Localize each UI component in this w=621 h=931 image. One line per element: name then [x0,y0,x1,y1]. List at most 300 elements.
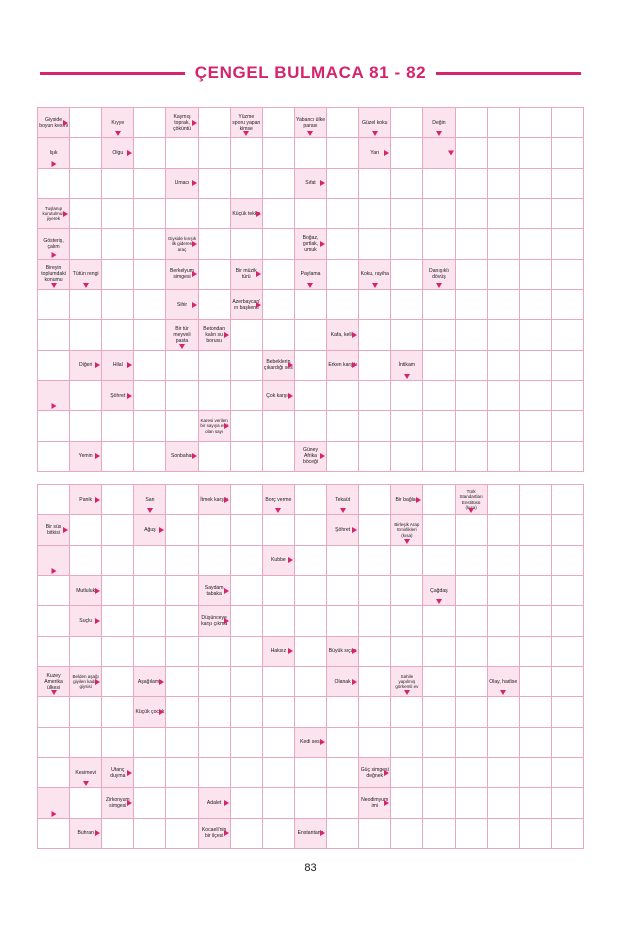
answer-cell[interactable] [295,199,327,229]
answer-cell[interactable] [327,290,359,320]
answer-cell[interactable] [520,819,552,849]
answer-cell[interactable] [231,138,263,168]
clue-cell[interactable] [199,320,231,350]
answer-cell[interactable] [488,290,520,320]
answer-cell[interactable] [134,606,166,636]
answer-cell[interactable] [327,138,359,168]
answer-cell[interactable] [102,697,134,727]
answer-cell[interactable] [520,442,552,472]
answer-cell[interactable] [552,637,584,667]
answer-cell[interactable] [423,290,455,320]
clue-cell[interactable] [295,229,327,259]
answer-cell[interactable] [391,606,423,636]
answer-cell[interactable] [102,606,134,636]
clue-cell[interactable] [295,260,327,290]
answer-cell[interactable] [166,576,198,606]
answer-cell[interactable] [166,788,198,818]
answer-cell[interactable] [263,728,295,758]
answer-cell[interactable] [166,411,198,441]
answer-cell[interactable] [199,515,231,545]
answer-cell[interactable] [423,728,455,758]
answer-cell[interactable] [263,788,295,818]
clue-cell[interactable] [327,515,359,545]
answer-cell[interactable] [552,351,584,381]
answer-cell[interactable] [327,108,359,138]
answer-cell[interactable] [423,169,455,199]
answer-cell[interactable] [295,515,327,545]
answer-cell[interactable] [423,697,455,727]
answer-cell[interactable] [134,381,166,411]
clue-cell[interactable] [199,411,231,441]
clue-cell[interactable] [199,576,231,606]
clue-cell[interactable] [102,138,134,168]
answer-cell[interactable] [552,260,584,290]
answer-cell[interactable] [552,606,584,636]
answer-cell[interactable] [102,667,134,697]
answer-cell[interactable] [263,606,295,636]
answer-cell[interactable] [423,606,455,636]
answer-cell[interactable] [552,320,584,350]
clue-cell[interactable] [359,138,391,168]
answer-cell[interactable] [102,576,134,606]
clue-cell[interactable] [263,546,295,576]
clue-cell[interactable] [231,260,263,290]
clue-cell[interactable] [38,381,70,411]
answer-cell[interactable] [38,351,70,381]
answer-cell[interactable] [552,169,584,199]
answer-cell[interactable] [295,485,327,515]
answer-cell[interactable] [488,108,520,138]
answer-cell[interactable] [359,169,391,199]
clue-cell[interactable] [70,758,102,788]
answer-cell[interactable] [391,697,423,727]
answer-cell[interactable] [423,320,455,350]
answer-cell[interactable] [327,758,359,788]
answer-cell[interactable] [70,169,102,199]
clue-cell[interactable] [327,637,359,667]
answer-cell[interactable] [552,290,584,320]
answer-cell[interactable] [166,485,198,515]
answer-cell[interactable] [552,229,584,259]
answer-cell[interactable] [488,576,520,606]
answer-cell[interactable] [231,351,263,381]
answer-cell[interactable] [359,576,391,606]
answer-cell[interactable] [295,320,327,350]
answer-cell[interactable] [520,697,552,727]
answer-cell[interactable] [231,697,263,727]
answer-cell[interactable] [359,442,391,472]
answer-cell[interactable] [488,515,520,545]
answer-cell[interactable] [295,351,327,381]
answer-cell[interactable] [520,229,552,259]
answer-cell[interactable] [456,697,488,727]
answer-cell[interactable] [38,290,70,320]
answer-cell[interactable] [488,199,520,229]
answer-cell[interactable] [327,381,359,411]
answer-cell[interactable] [327,199,359,229]
answer-cell[interactable] [520,411,552,441]
answer-cell[interactable] [391,442,423,472]
answer-cell[interactable] [199,229,231,259]
clue-cell[interactable] [102,351,134,381]
clue-cell[interactable] [38,546,70,576]
answer-cell[interactable] [456,260,488,290]
clue-cell[interactable] [327,320,359,350]
clue-cell[interactable] [199,485,231,515]
answer-cell[interactable] [488,606,520,636]
answer-cell[interactable] [102,637,134,667]
answer-cell[interactable] [263,260,295,290]
answer-cell[interactable] [327,546,359,576]
answer-cell[interactable] [520,138,552,168]
answer-cell[interactable] [488,819,520,849]
clue-cell[interactable] [391,351,423,381]
answer-cell[interactable] [199,758,231,788]
answer-cell[interactable] [391,788,423,818]
clue-cell[interactable] [327,667,359,697]
answer-cell[interactable] [295,576,327,606]
answer-cell[interactable] [552,788,584,818]
answer-cell[interactable] [327,819,359,849]
answer-cell[interactable] [231,381,263,411]
clue-cell[interactable] [166,260,198,290]
answer-cell[interactable] [263,411,295,441]
clue-cell[interactable] [456,485,488,515]
clue-cell[interactable] [134,485,166,515]
answer-cell[interactable] [134,199,166,229]
answer-cell[interactable] [263,290,295,320]
answer-cell[interactable] [520,758,552,788]
answer-cell[interactable] [263,442,295,472]
answer-cell[interactable] [456,229,488,259]
answer-cell[interactable] [520,260,552,290]
answer-cell[interactable] [359,229,391,259]
answer-cell[interactable] [327,229,359,259]
answer-cell[interactable] [134,290,166,320]
clue-cell[interactable] [199,788,231,818]
answer-cell[interactable] [102,290,134,320]
answer-cell[interactable] [70,381,102,411]
clue-cell[interactable] [134,515,166,545]
clue-cell[interactable] [295,169,327,199]
answer-cell[interactable] [488,758,520,788]
answer-cell[interactable] [231,442,263,472]
answer-cell[interactable] [166,637,198,667]
clue-cell[interactable] [70,260,102,290]
answer-cell[interactable] [102,728,134,758]
answer-cell[interactable] [102,442,134,472]
answer-cell[interactable] [38,637,70,667]
answer-cell[interactable] [327,576,359,606]
answer-cell[interactable] [423,411,455,441]
answer-cell[interactable] [134,788,166,818]
answer-cell[interactable] [231,229,263,259]
answer-cell[interactable] [327,788,359,818]
clue-cell[interactable] [423,576,455,606]
answer-cell[interactable] [391,320,423,350]
answer-cell[interactable] [327,728,359,758]
answer-cell[interactable] [359,485,391,515]
answer-cell[interactable] [166,351,198,381]
clue-cell[interactable] [134,697,166,727]
answer-cell[interactable] [552,515,584,545]
clue-cell[interactable] [423,260,455,290]
answer-cell[interactable] [295,411,327,441]
answer-cell[interactable] [231,411,263,441]
answer-cell[interactable] [423,199,455,229]
answer-cell[interactable] [359,515,391,545]
answer-cell[interactable] [552,546,584,576]
answer-cell[interactable] [359,667,391,697]
answer-cell[interactable] [391,290,423,320]
answer-cell[interactable] [488,637,520,667]
answer-cell[interactable] [134,138,166,168]
answer-cell[interactable] [134,411,166,441]
answer-cell[interactable] [456,381,488,411]
answer-cell[interactable] [423,515,455,545]
answer-cell[interactable] [552,667,584,697]
answer-cell[interactable] [70,697,102,727]
answer-cell[interactable] [552,697,584,727]
answer-cell[interactable] [263,819,295,849]
answer-cell[interactable] [456,667,488,697]
answer-cell[interactable] [456,138,488,168]
answer-cell[interactable] [38,758,70,788]
answer-cell[interactable] [456,199,488,229]
answer-cell[interactable] [231,320,263,350]
clue-cell[interactable] [102,758,134,788]
answer-cell[interactable] [70,411,102,441]
answer-cell[interactable] [520,351,552,381]
clue-cell[interactable] [359,260,391,290]
answer-cell[interactable] [456,546,488,576]
answer-cell[interactable] [520,546,552,576]
clue-cell[interactable] [295,442,327,472]
answer-cell[interactable] [38,442,70,472]
answer-cell[interactable] [359,351,391,381]
answer-cell[interactable] [295,381,327,411]
answer-cell[interactable] [38,819,70,849]
answer-cell[interactable] [520,606,552,636]
answer-cell[interactable] [295,138,327,168]
answer-cell[interactable] [488,697,520,727]
clue-cell[interactable] [231,108,263,138]
answer-cell[interactable] [423,381,455,411]
answer-cell[interactable] [166,515,198,545]
answer-cell[interactable] [199,697,231,727]
answer-cell[interactable] [263,515,295,545]
clue-cell[interactable] [70,442,102,472]
answer-cell[interactable] [134,351,166,381]
clue-cell[interactable] [391,485,423,515]
answer-cell[interactable] [166,199,198,229]
answer-cell[interactable] [134,320,166,350]
answer-cell[interactable] [231,169,263,199]
answer-cell[interactable] [263,138,295,168]
answer-cell[interactable] [520,576,552,606]
answer-cell[interactable] [38,411,70,441]
answer-cell[interactable] [263,108,295,138]
answer-cell[interactable] [488,229,520,259]
answer-cell[interactable] [359,728,391,758]
answer-cell[interactable] [456,169,488,199]
answer-cell[interactable] [391,138,423,168]
clue-cell[interactable] [295,108,327,138]
clue-cell[interactable] [295,728,327,758]
clue-cell[interactable] [488,667,520,697]
answer-cell[interactable] [70,290,102,320]
answer-cell[interactable] [199,637,231,667]
answer-cell[interactable] [102,169,134,199]
answer-cell[interactable] [552,442,584,472]
answer-cell[interactable] [359,199,391,229]
answer-cell[interactable] [102,515,134,545]
answer-cell[interactable] [70,229,102,259]
crossword-grid-81[interactable] [37,107,584,472]
answer-cell[interactable] [456,819,488,849]
answer-cell[interactable] [520,515,552,545]
answer-cell[interactable] [38,320,70,350]
clue-cell[interactable] [102,108,134,138]
answer-cell[interactable] [199,108,231,138]
answer-cell[interactable] [456,351,488,381]
answer-cell[interactable] [359,637,391,667]
answer-cell[interactable] [199,728,231,758]
answer-cell[interactable] [456,728,488,758]
answer-cell[interactable] [423,819,455,849]
answer-cell[interactable] [391,576,423,606]
answer-cell[interactable] [520,788,552,818]
answer-cell[interactable] [166,667,198,697]
clue-cell[interactable] [263,381,295,411]
answer-cell[interactable] [70,320,102,350]
answer-cell[interactable] [38,697,70,727]
clue-cell[interactable] [38,788,70,818]
answer-cell[interactable] [456,320,488,350]
answer-cell[interactable] [456,576,488,606]
clue-cell[interactable] [70,485,102,515]
clue-cell[interactable] [166,229,198,259]
answer-cell[interactable] [423,758,455,788]
clue-cell[interactable] [231,290,263,320]
answer-cell[interactable] [134,546,166,576]
answer-cell[interactable] [70,546,102,576]
answer-cell[interactable] [263,169,295,199]
answer-cell[interactable] [166,546,198,576]
clue-cell[interactable] [102,788,134,818]
answer-cell[interactable] [166,606,198,636]
answer-cell[interactable] [359,411,391,441]
answer-cell[interactable] [166,819,198,849]
answer-cell[interactable] [134,758,166,788]
answer-cell[interactable] [488,138,520,168]
clue-cell[interactable] [327,351,359,381]
clue-cell[interactable] [70,667,102,697]
answer-cell[interactable] [231,515,263,545]
clue-cell[interactable] [391,515,423,545]
answer-cell[interactable] [359,381,391,411]
clue-cell[interactable] [199,606,231,636]
answer-cell[interactable] [231,728,263,758]
answer-cell[interactable] [231,667,263,697]
answer-cell[interactable] [102,546,134,576]
answer-cell[interactable] [134,576,166,606]
answer-cell[interactable] [520,290,552,320]
answer-cell[interactable] [391,819,423,849]
answer-cell[interactable] [134,442,166,472]
answer-cell[interactable] [166,728,198,758]
answer-cell[interactable] [552,758,584,788]
answer-cell[interactable] [102,819,134,849]
answer-cell[interactable] [520,667,552,697]
answer-cell[interactable] [488,169,520,199]
answer-cell[interactable] [199,169,231,199]
answer-cell[interactable] [166,697,198,727]
clue-cell[interactable] [38,260,70,290]
answer-cell[interactable] [199,138,231,168]
answer-cell[interactable] [327,606,359,636]
clue-cell[interactable] [423,108,455,138]
answer-cell[interactable] [359,819,391,849]
answer-cell[interactable] [295,758,327,788]
answer-cell[interactable] [488,485,520,515]
clue-cell[interactable] [166,442,198,472]
answer-cell[interactable] [552,108,584,138]
answer-cell[interactable] [552,381,584,411]
answer-cell[interactable] [423,351,455,381]
answer-cell[interactable] [552,728,584,758]
answer-cell[interactable] [134,819,166,849]
answer-cell[interactable] [70,138,102,168]
answer-cell[interactable] [327,411,359,441]
answer-cell[interactable] [199,381,231,411]
answer-cell[interactable] [263,576,295,606]
answer-cell[interactable] [423,788,455,818]
answer-cell[interactable] [488,260,520,290]
answer-cell[interactable] [263,320,295,350]
answer-cell[interactable] [70,637,102,667]
crossword-grid-82[interactable] [37,484,584,849]
answer-cell[interactable] [102,260,134,290]
clue-cell[interactable] [295,819,327,849]
answer-cell[interactable] [423,637,455,667]
answer-cell[interactable] [70,728,102,758]
answer-cell[interactable] [199,667,231,697]
clue-cell[interactable] [166,290,198,320]
answer-cell[interactable] [199,260,231,290]
answer-cell[interactable] [488,728,520,758]
answer-cell[interactable] [520,169,552,199]
answer-cell[interactable] [134,169,166,199]
answer-cell[interactable] [391,758,423,788]
answer-cell[interactable] [263,229,295,259]
answer-cell[interactable] [263,697,295,727]
clue-cell[interactable] [423,138,455,168]
clue-cell[interactable] [359,758,391,788]
answer-cell[interactable] [520,637,552,667]
answer-cell[interactable] [38,606,70,636]
clue-cell[interactable] [231,199,263,229]
answer-cell[interactable] [488,320,520,350]
answer-cell[interactable] [552,485,584,515]
answer-cell[interactable] [391,260,423,290]
clue-cell[interactable] [359,788,391,818]
answer-cell[interactable] [102,485,134,515]
clue-cell[interactable] [70,576,102,606]
answer-cell[interactable] [391,108,423,138]
answer-cell[interactable] [231,606,263,636]
answer-cell[interactable] [102,229,134,259]
